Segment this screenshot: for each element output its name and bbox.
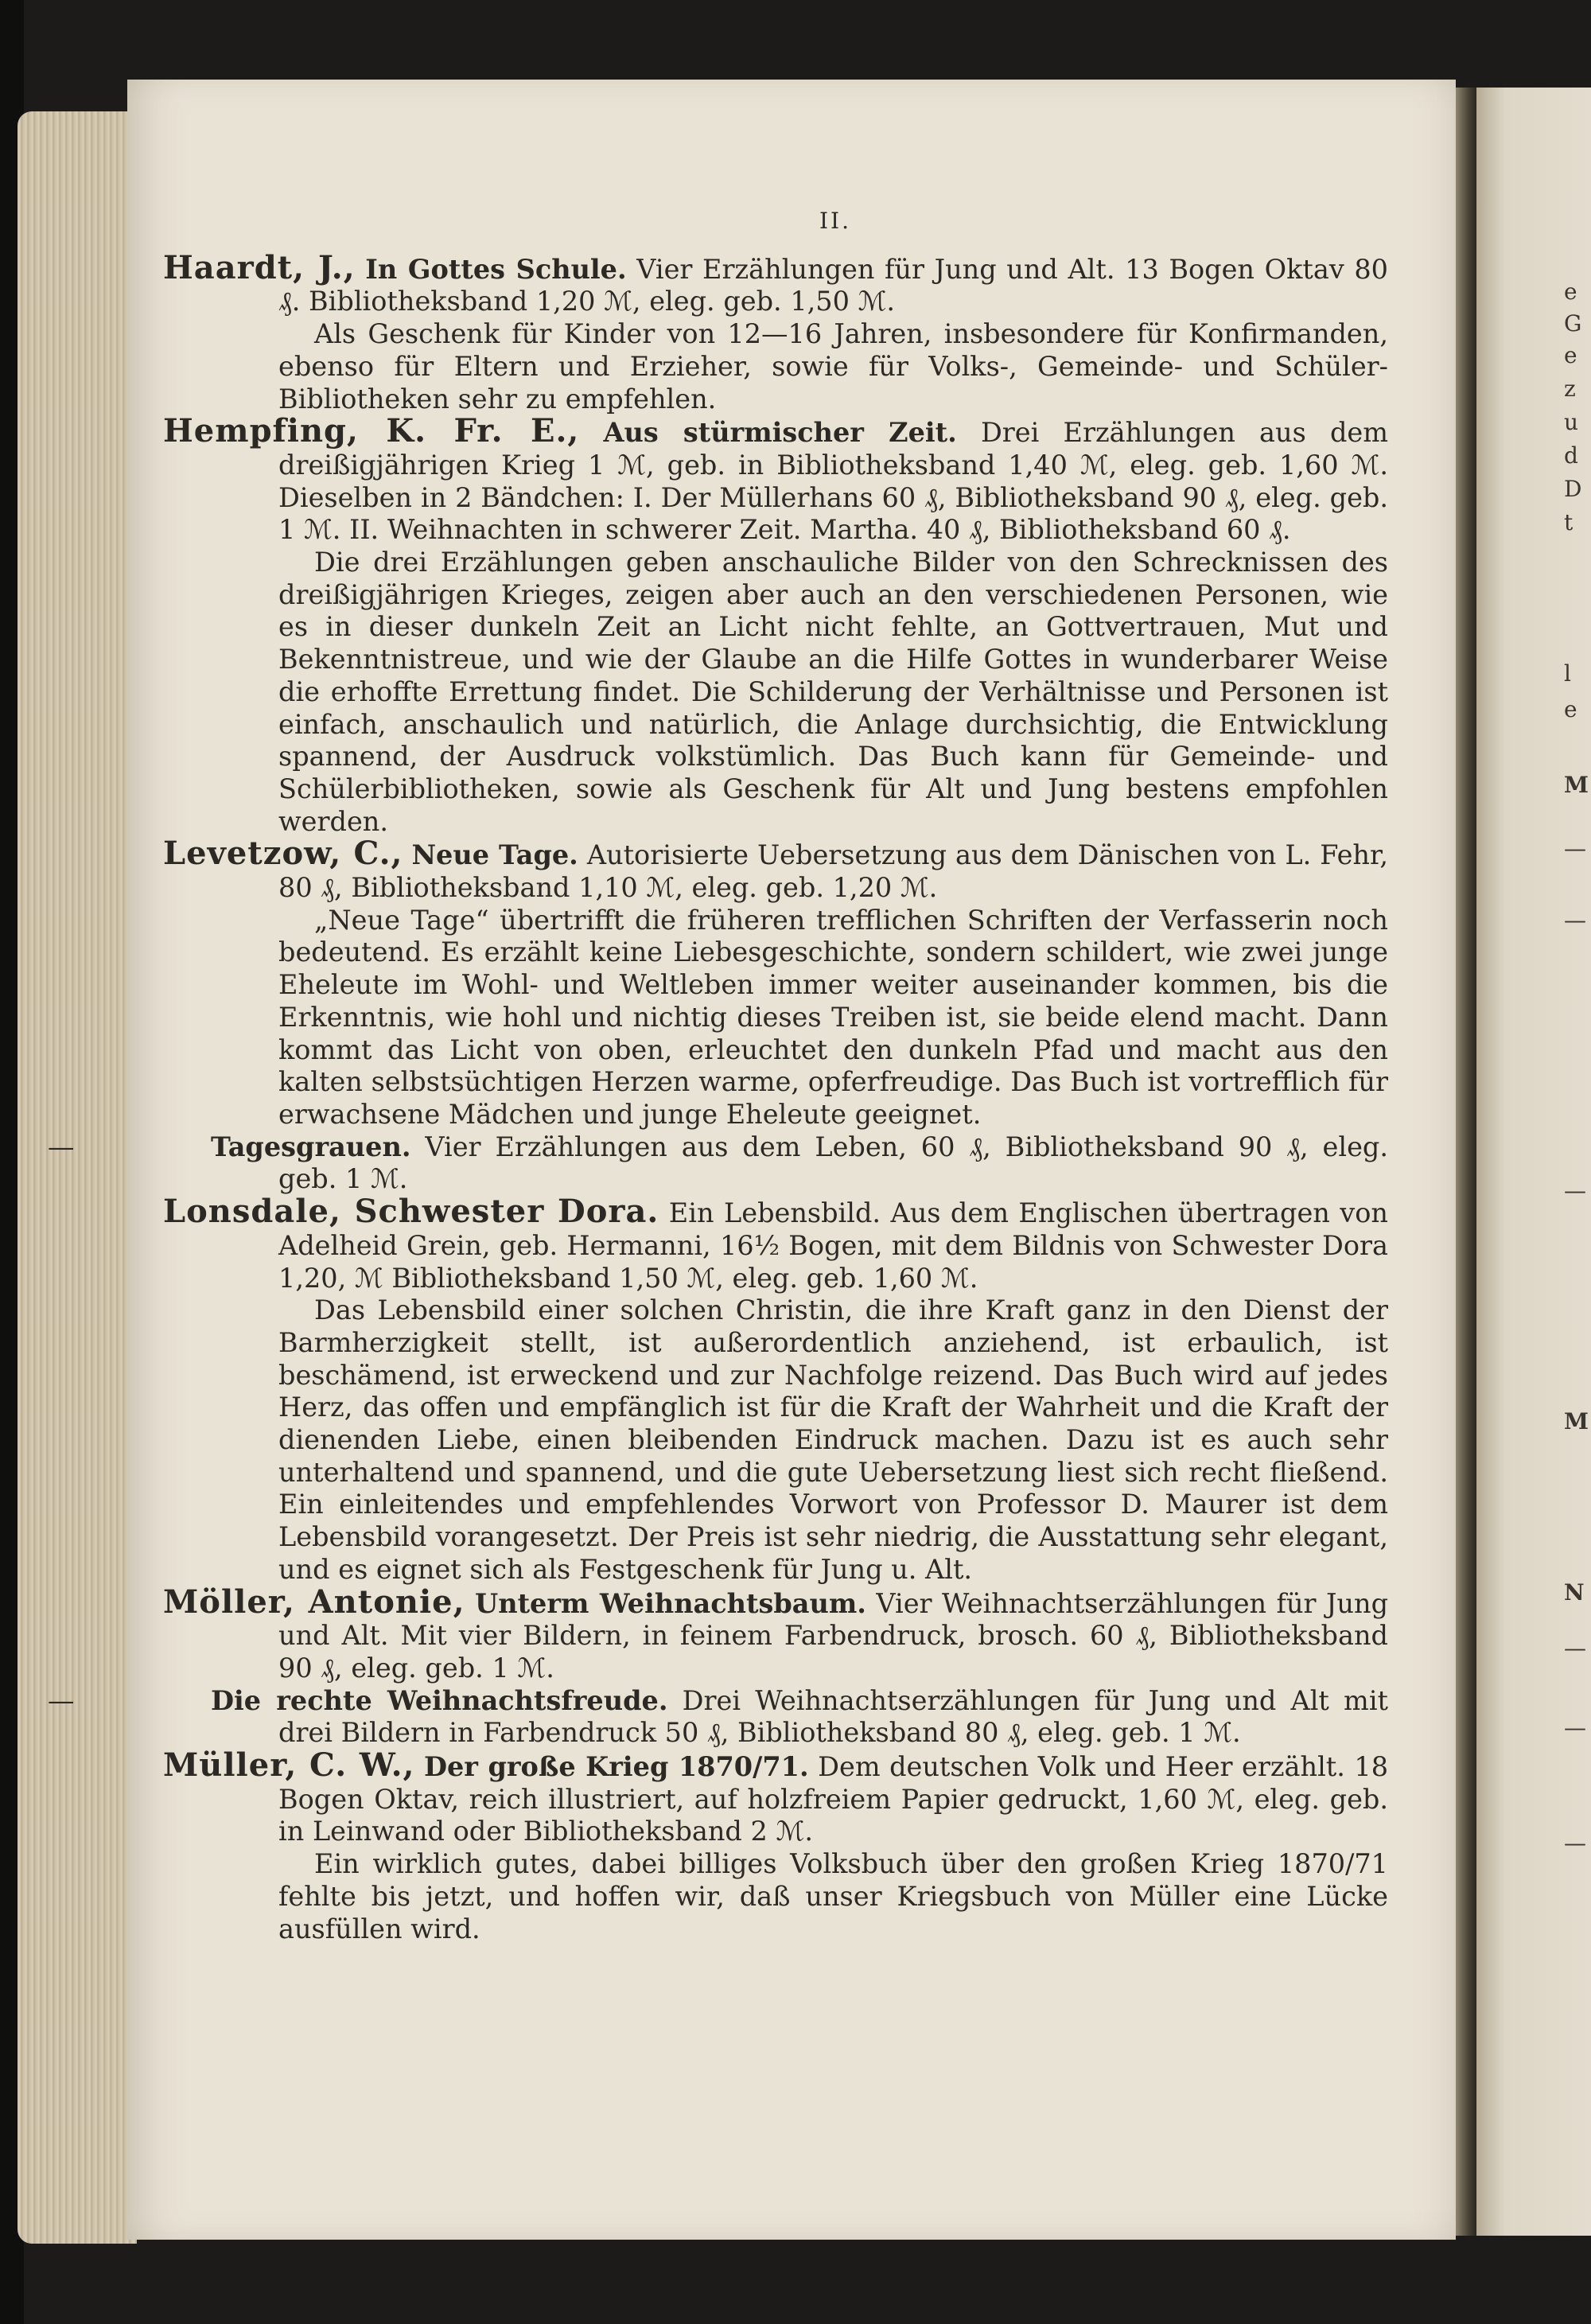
entry-author: Levetzow, C., xyxy=(163,835,403,873)
facing-page-fragment: — xyxy=(1564,1635,1586,1661)
facing-page-fragment: l xyxy=(1564,660,1571,687)
entry-details: Drei Weihnachtserzählungen für Jung und Alt mit drei Bildern in Farbendruck 50 ₰, Bibliotheksband 80 ₰, eleg. geb. 1 ℳ. xyxy=(278,1684,1388,1749)
entry-heading xyxy=(163,248,1388,318)
entry-heading xyxy=(48,1131,1388,1196)
ditto-dash: — xyxy=(48,1131,75,1162)
entry-review: Ein wirklich gutes, dabei billiges Volksbuch über den großen Krieg 1870/71 fehlte bis jetzt, und hoffen wir, daß unser Kriegsbuch von Müller eine Lücke ausfüllen wird. xyxy=(278,1848,1388,1944)
facing-page-fragment: G xyxy=(1564,310,1582,337)
entry-title: Unterm Weihnachtsbaum. xyxy=(475,1587,866,1619)
facing-page-fragment: M xyxy=(1564,772,1589,798)
facing-page-fragment: u xyxy=(1564,409,1579,435)
entry-details: Vier Erzählungen aus dem Leben, 60 ₰, Bibliotheksband 90 ₰, eleg. geb. 1 ℳ. xyxy=(278,1131,1388,1195)
entry-details: Drei Erzählungen aus dem dreißigjährigen Krieg 1 ℳ, geb. in Bibliotheksband 1,40 ℳ, eleg. geb. 1,60 ℳ. Dieselben in 2 Bändchen: I. Der Müllerhans 60 ₰, Bibliotheksband 90 ₰, eleg. geb. 1 ℳ. II. Weihnachten in schwerer Zeit. Martha. 40 ₰, Bibliotheksband 60 ₰. xyxy=(278,417,1388,546)
entry-author: Haardt, J., xyxy=(163,248,356,286)
entry-title: Tagesgrauen. xyxy=(211,1131,411,1162)
entry-heading xyxy=(163,1746,1389,1848)
entry-details: Vier Erzählungen für Jung und Alt. 13 Bogen Oktav 80 ₰. Bibliotheksband 1,20 ℳ, eleg. geb. 1,50 ℳ. xyxy=(278,253,1388,317)
facing-page-fragment: z xyxy=(1564,376,1576,402)
entry-title: In Gottes Schule. xyxy=(365,253,627,285)
entry-author: Hempfing, K. Fr. E., xyxy=(163,412,580,450)
catalog-entry xyxy=(163,1582,1389,1685)
entry-details: Ein Lebensbild. Aus dem Englischen übertragen von Adelheid Grein, geb. Hermanni, 16½ Bogen, mit dem Bildnis von Schwester Dora 1,20, ℳ Bibliotheksband 1,50 ℳ, eleg. geb. 1,60 ℳ. xyxy=(278,1197,1388,1294)
entry-details: Vier Weihnachtserzählungen für Jung und Alt. Mit vier Bildern, in feinem Farbendruck, brosch. 60 ₰, Bibliotheksband 90 ₰, eleg. geb. 1 ℳ. xyxy=(278,1587,1389,1684)
facing-page-fragment: — xyxy=(1564,1715,1586,1741)
catalog-entry xyxy=(163,248,1388,416)
facing-page-fragment: — xyxy=(1564,1830,1586,1856)
entry-review: Die drei Erzählungen geben anschauliche Bilder von den Schrecknissen des dreißigjährigen Krieges, zeigen aber auch an den verschiedenen Personen, wie es in dieser dunkeln Zeit an Licht nicht fehlte, an Gottvertrauen, Mut und Bekenntnistreue, und wie der Glaube an die Hilfe Gottes in wunderbarer Weise die erhoffte Errettung findet. Die Schilderung der Verhältnisse und Personen ist einfach, anschaulich und natürlich, die Anlage durchsichtig, die Entwicklung spannend, der Ausdruck volkstümlich. Das Buch kann für Gemeinde- und Schülerbibliotheken, sowie als Geschenk für Alt und Jung bestens empfohlen werden. xyxy=(278,547,1388,837)
page-number: II. xyxy=(819,208,852,234)
entry-heading xyxy=(163,835,1388,904)
book-gutter xyxy=(1456,88,1476,2236)
entry-author: Lonsdale, Schwester Dora. xyxy=(163,1193,659,1231)
facing-page-fragment: D xyxy=(1564,476,1582,502)
catalog-entry xyxy=(163,835,1388,1131)
entry-details: Dem deutschen Volk und Heer erzählt. 18 Bogen Oktav, reich illustriert, auf holzfreiem Papier gedruckt, 1,60 ℳ, eleg. geb. in Leinwand oder Bibliotheksband 2 ℳ. xyxy=(278,1751,1389,1847)
facing-page-fragment: e xyxy=(1564,696,1577,722)
facing-page-fragment: d xyxy=(1564,442,1578,469)
entry-review: Das Lebensbild einer solchen Christin, die ihre Kraft ganz in den Dienst der Barmherzigkeit stellt, ist außerordentlich anziehend, ist erbaulich, ist beschämend, ist erweckend und zur Nachfolge reizend. Das Buch wird auf jedes Herz, das offen und empfänglich ist für die Kraft der Wahrheit und die Kraft der dienenden Liebe, einen bleibenden Eindruck machen. Dazu ist es auch sehr unterhaltend und spannend, und die gute Uebersetzung liest sich recht fließend. Ein einleitendes und empfehlendes Vorwort von Professor D. Maurer ist dem Lebensbild vorangesetzt. Der Preis ist sehr niedrig, die Ausstattung sehr elegant, und es eignet sich als Festgeschenk für Jung u. Alt. xyxy=(278,1294,1388,1585)
entry-title: Die rechte Weihnachtsfreude. xyxy=(211,1684,668,1716)
entry-review: „Neue Tage“ übertrifft die früheren trefflichen Schriften der Verfasserin noch bedeutend. Es erzählt keine Liebesgeschichte, sondern schildert, wie zwei junge Eheleute im Wohl- und Weltleben immer weiter auseinander kommen, bis die Erkenntnis, wie hohl und nichtig dieses Treiben ist, sie beide elend macht. Dann kommt das Licht von oben, erleuchtet den dunkeln Pfad und macht aus den kalten selbstsüchtigen Herzen warme, opferfreudige. Das Buch ist vortrefflich für erwachsene Mädchen und junge Eheleute geeignet. xyxy=(278,904,1388,1130)
entry-heading xyxy=(48,1684,1388,1750)
page-content xyxy=(48,119,1389,1945)
catalog-entry xyxy=(48,1684,1388,1750)
facing-page-edge xyxy=(1476,88,1591,2236)
entry-author: Müller, C. W., xyxy=(163,1746,415,1785)
entry-author: Möller, Antonie, xyxy=(163,1582,465,1621)
facing-page-fragment: e xyxy=(1564,278,1577,305)
catalog-entry xyxy=(163,1746,1389,1945)
entry-title: Neue Tage. xyxy=(411,839,578,871)
facing-page-fragment: — xyxy=(1564,835,1586,862)
entry-details: Autorisierte Uebersetzung aus dem Dänischen von L. Fehr, 80 ₰, Bibliotheksband 1,10 ℳ, eleg. geb. 1,20 ℳ. xyxy=(278,839,1388,904)
catalog-entry xyxy=(163,1193,1388,1586)
entry-review: Als Geschenk für Kinder von 12—16 Jahren, insbesondere für Konfirmanden, ebenso für Eltern und Erzieher, sowie für Volks-, Gemeinde- und Schüler-Bibliotheken sehr zu empfehlen. xyxy=(278,318,1388,415)
facing-page-fragment: N xyxy=(1564,1579,1585,1606)
facing-page-fragment: M xyxy=(1564,1408,1589,1434)
facing-page-fragment: t xyxy=(1564,509,1573,535)
catalog-entry xyxy=(163,412,1388,838)
entry-heading xyxy=(163,412,1388,547)
entry-heading xyxy=(163,1193,1388,1294)
ditto-dash: — xyxy=(48,1684,75,1716)
entry-title: Aus stürmischer Zeit. xyxy=(603,417,957,449)
entry-heading xyxy=(163,1582,1389,1685)
facing-page-fragment: — xyxy=(1564,1178,1586,1204)
facing-page-fragment: e xyxy=(1564,342,1577,368)
page-edges xyxy=(18,111,137,2244)
catalog-entry xyxy=(48,1131,1388,1196)
entry-title: Der große Krieg 1870/71. xyxy=(423,1751,809,1783)
facing-page-fragment: — xyxy=(1564,907,1586,933)
